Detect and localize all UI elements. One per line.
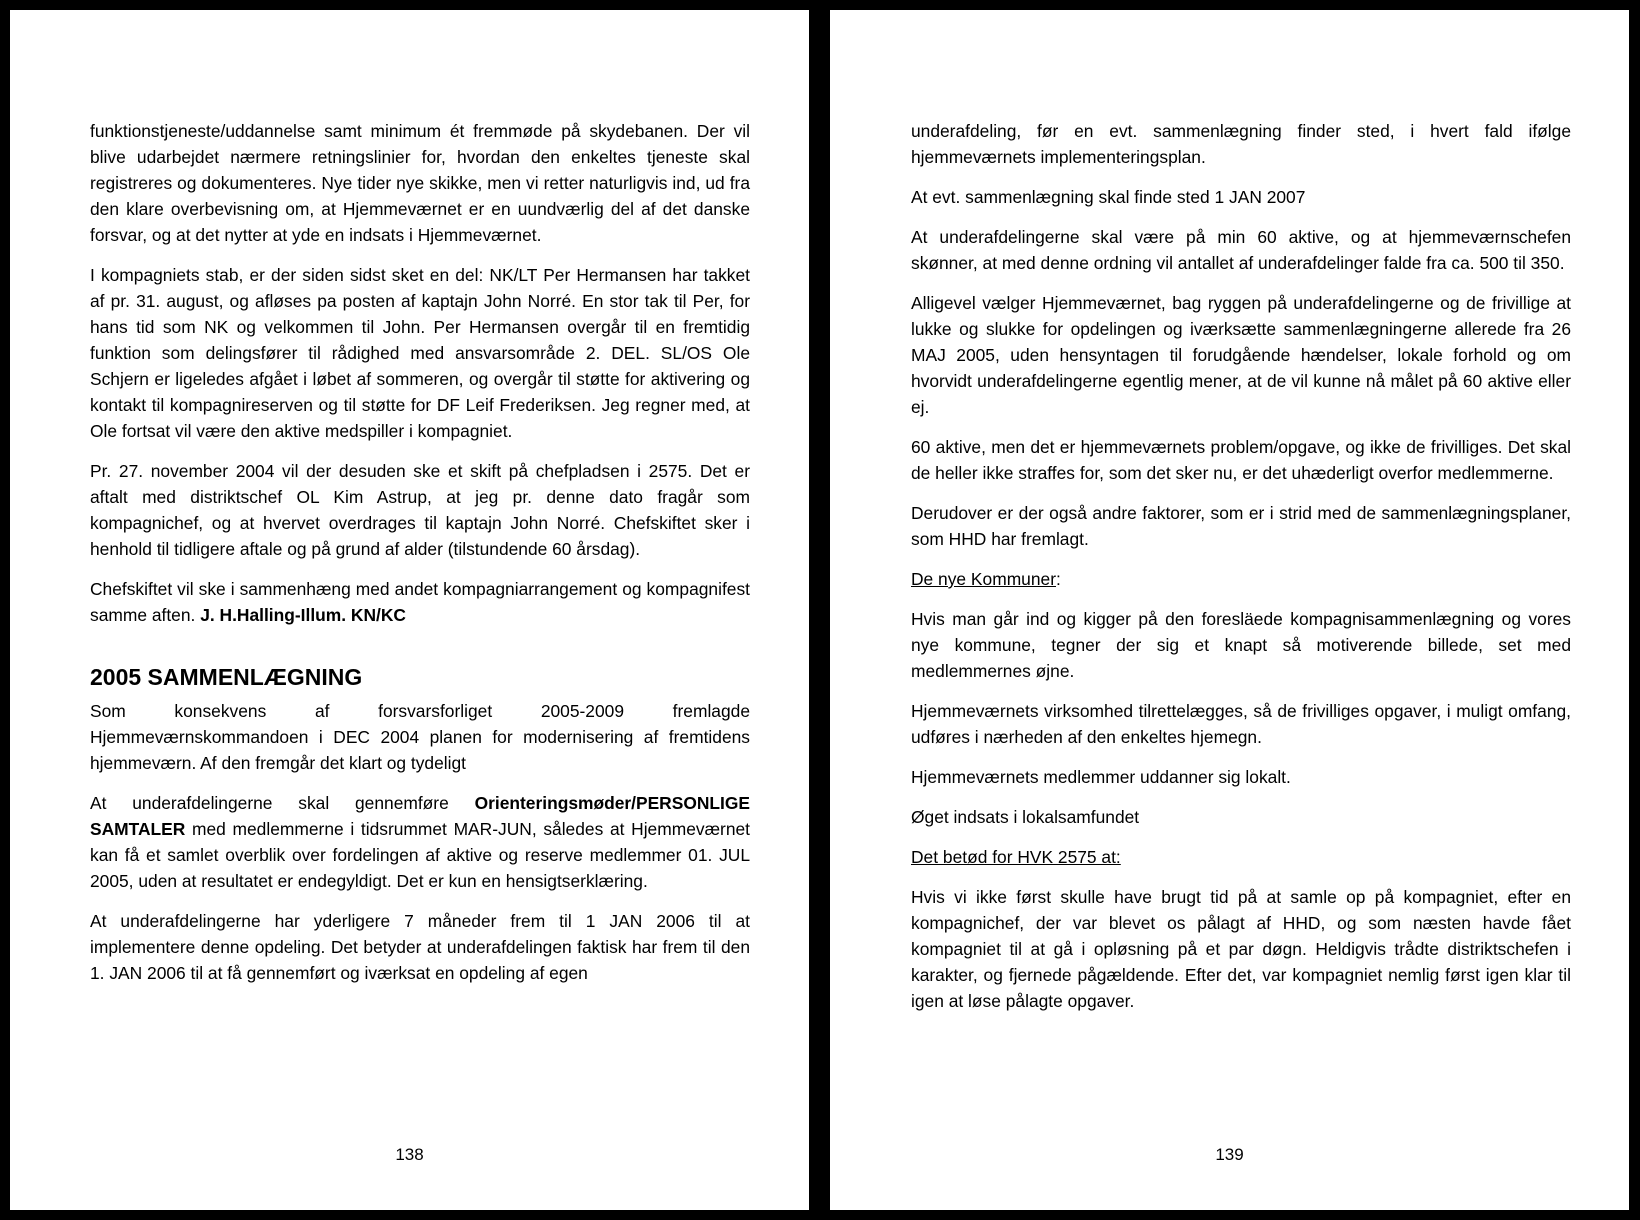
page-number: 138 [395, 1145, 424, 1164]
paragraph: Derudover er der også andre faktorer, som er i strid med de sammenlægningsplaner, som HHD har fremlagt. [911, 503, 1571, 549]
signature: J. H.Halling-Illum. KN/KC [200, 605, 406, 625]
paragraph: funktionstjeneste/uddannelse samt minimum ét fremmøde på skydebanen. Der vil blive udarbejdet nærmere retningslinier for, hvordan den enkeltes tjeneste skal registreres og dokumenteres. Nye tider nye skikke, men vi retter naturligvis ind, ud fra den klare overbevisning om, at Hjemmeværnet er en uundværlig del af det danske forsvar, og at det nytter at yde en indsats i Hjemmeværnet. [90, 121, 750, 245]
paragraph: Hvis man går ind og kigger på den foresläede kompagnisammenlægning og vores nye kommune, tegner der sig et knapt så motiverende billede, set med medlemmernes øjne. [911, 609, 1571, 681]
paragraph-text: med medlemmerne i tidsrummet MAR-JUN, således at Hjemmeværnet kan få et samlet overblik over fordelingen af aktive og reserve medlemmer 01. JUL 2005, uden at resultatet er endegyldigt. Det er kun en hensigtserklæring. [90, 819, 750, 891]
paragraph: Pr. 27. november 2004 vil der desuden ske et skift på chefpladsen i 2575. Det er aftalt med distriktschef OL Kim Astrup, at jeg pr. denne dato fragår som kompagnichef, og at hvervet overdrages til kaptajn John Norré. Chefskiftet sker i henhold til tidligere aftale og på grund af alder (tilstundende 60 årsdag). [90, 461, 750, 559]
paragraph: At evt. sammenlægning skal finde sted 1 JAN 2007 [911, 187, 1306, 207]
bold-phrase: Orienteringsmøder/PERSONLIGE SAMTALER [90, 793, 750, 839]
subheading-text: Det betød for HVK 2575 at: [911, 847, 1121, 867]
paragraph [90, 790, 750, 894]
subheading-text: De nye Kommuner [911, 569, 1056, 589]
paragraph: 60 aktive, men det er hjemmeværnets problem/opgave, og ikke de frivilliges. Det skal de heller ikke straffes for, som det sker nu, er det uhæderligt overfor medlemmerne. [911, 437, 1571, 483]
paragraph: Alligevel vælger Hjemmeværnet, bag ryggen på underafdelingerne og de frivillige at lukke og slukke for opdelingen og iværksætte sammenlægningerne allerede fra 26 MAJ 2005, uden hensyntagen til forudgående hændelser, lokale forhold og om hvorvidt underafdelingerne egentlig mener, at de vil kunne nå målet på 60 aktive eller ej. [911, 293, 1571, 417]
paragraph: Hjemmeværnets virksomhed tilrettelægges, så de frivilliges opgaver, i muligt omfang, udføres i nærheden af den enkeltes hjemegn. [911, 701, 1571, 747]
left-page [10, 10, 809, 1210]
right-page [830, 10, 1629, 1210]
paragraph-text: Chefskiftet vil ske i sammenhæng med andet kompagniarrangement og kompagnifest samme aften. [90, 579, 750, 625]
paragraph: I kompagniets stab, er der siden sidst sket en del: NK/LT Per Hermansen har takket af pr. 31. august, og afløses pa posten af kaptajn John Norré. En stor tak til Per, for hans tid som NK og velkommen til John. Per Hermansen overgår til en fremtidig funktion som delingsfører til rådighed med ansvarsområde 2. DEL. SL/OS Ole Schjern er ligeledes afgået i løbet af sommeren, og overgår til støtte for aktivering og kontakt til kompagnireserven og til støtte for DF Leif Frederiksen. Jeg regner med, at Ole fortsat vil være den aktive medspiller i kompagniet. [90, 265, 750, 441]
subheading-colon: : [1055, 569, 1061, 589]
section-heading: 2005 SAMMENLÆGNING [90, 664, 363, 690]
paragraph: Som konsekvens af forsvarsforliget 2005-2009 fremlagde Hjemmeværnskommandoen i DEC 2004 planen for modernisering af fremtidens hjemmeværn. Af den fremgår det klart og tydeligt [90, 701, 750, 773]
subheading-kommuner [911, 566, 1571, 592]
paragraph: Øget indsats i lokalsamfundet [911, 807, 1140, 827]
paragraph: Hjemmeværnets medlemmer uddanner sig lokalt. [911, 767, 1291, 787]
page-number: 139 [1215, 1145, 1244, 1164]
left-page-text [90, 118, 750, 1000]
paragraph: underafdeling, før en evt. sammenlægning finder sted, i hvert fald ifølge hjemmeværnets implementeringsplan. [911, 121, 1571, 167]
subheading-hvk [911, 844, 1571, 870]
paragraph: Hvis vi ikke først skulle have brugt tid på at samle op på kompagniet, efter en kompagnichef, der var blevet os pålagt af HHD, og som næsten havde fået kompagniet til at gå i opløsning på et par døgn. Heldigvis trådte distriktschefen i karakter, og fjernede pågældende. Efter det, var kompagniet nemlig først igen klar til igen at løse pålagte opgaver. [911, 887, 1571, 1011]
paragraph [90, 576, 750, 628]
paragraph-text: At underafdelingerne skal gennemføre [90, 793, 475, 813]
paragraph: At underafdelingerne har yderligere 7 måneder frem til 1 JAN 2006 til at implementere denne opdeling. Det betyder at underafdelingen faktisk har frem til den 1. JAN 2006 til at få gennemført og iværksat en opdeling af egen [90, 911, 750, 983]
paragraph: At underafdelingerne skal være på min 60 aktive, og at hjemmeværnschefen skønner, at med denne ordning vil antallet af underafdelinger falde fra ca. 500 til 350. [911, 227, 1571, 273]
right-page-text [911, 118, 1571, 1028]
